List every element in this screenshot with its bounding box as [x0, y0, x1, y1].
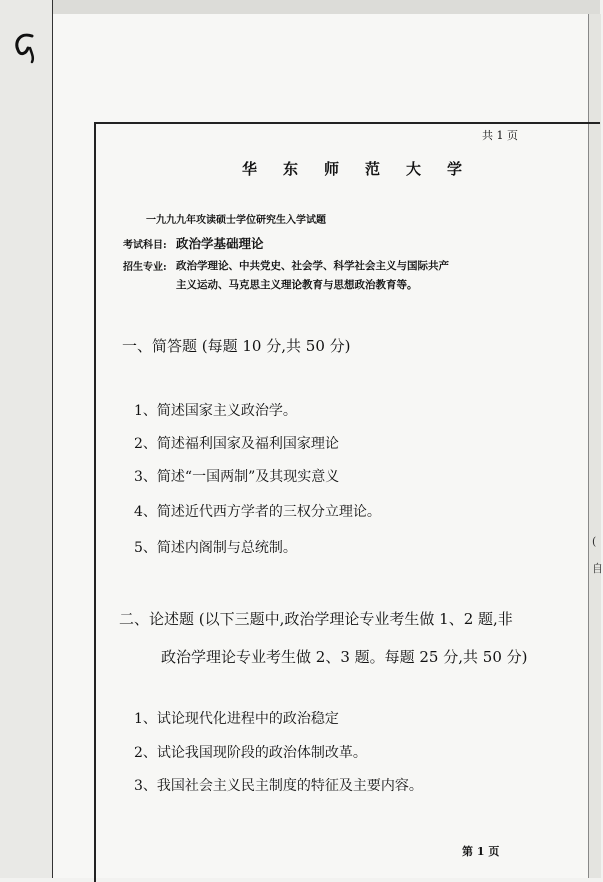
- section-2-question: 2、试论我国现阶段的政治体制改革。: [134, 745, 367, 761]
- major-label: 招生专业:: [123, 262, 167, 273]
- major-list-line-1: 政治学理论、中共党史、社会学、科学社会主义与国际共产: [176, 260, 449, 272]
- exam-name: 一九九九年攻读硕士学位研究生入学试题: [146, 215, 326, 226]
- section-1-title: 一、简答题 (每题 10 分,共 50 分): [122, 337, 351, 355]
- frame-left-rule: [94, 122, 96, 882]
- university-name: 华东师范大学: [242, 160, 489, 178]
- margin-fragment: 自: [592, 562, 603, 575]
- section-1-question: 4、简述近代西方学者的三权分立理论。: [134, 504, 381, 520]
- scan-top-edge: [0, 0, 600, 14]
- section-1-question: 5、简述内阁制与总统制。: [134, 540, 297, 556]
- section-1-question: 1、简述国家主义政治学。: [134, 403, 297, 419]
- section-2-title-line-2: 政治学理论专业考生做 2、3 题。每题 25 分,共 50 分): [161, 648, 528, 666]
- section-2-question: 3、我国社会主义民主制度的特征及主要内容。: [134, 778, 423, 794]
- margin-fragment: (: [592, 535, 597, 548]
- page-footer: 第 1 页: [462, 845, 500, 858]
- binding-mark-icon: [10, 30, 38, 66]
- subject-label: 考试科目:: [123, 240, 167, 251]
- scan-right-edge: [588, 14, 601, 878]
- subject-value: 政治学基础理论: [176, 236, 264, 251]
- page-count: 共 1 页: [482, 129, 518, 142]
- section-1-question: 3、简述“一国两制”及其现实意义: [134, 469, 340, 485]
- frame-top-rule: [95, 122, 600, 124]
- section-1-question: 2、简述福利国家及福利国家理论: [134, 436, 339, 452]
- major-list-line-2: 主义运动、马克思主义理论教育与思想政治教育等。: [176, 279, 418, 291]
- scan-left-margin: [0, 0, 53, 878]
- section-2-title-line-1: 二、论述题 (以下三题中,政治学理论专业考生做 1、2 题,非: [119, 610, 513, 628]
- section-2-question: 1、试论现代化进程中的政治稳定: [134, 711, 339, 727]
